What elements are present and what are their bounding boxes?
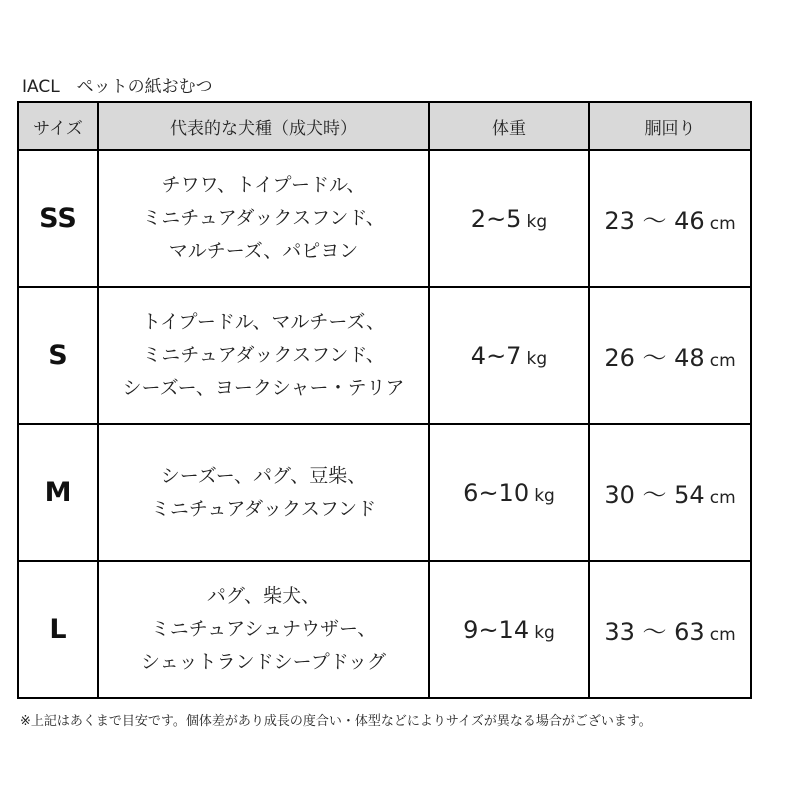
table-row xyxy=(18,287,751,424)
weight-value: 9~14 xyxy=(463,615,530,644)
page-title: IACL ペットの紙おむつ xyxy=(22,77,213,97)
waist-unit: cm xyxy=(709,214,736,234)
size-label: M xyxy=(18,424,98,561)
breed-line: ミニチュアダックスフンド xyxy=(150,497,377,520)
waist-value: 33 ～ 63 xyxy=(604,618,705,646)
waist-cell xyxy=(589,561,751,698)
breed-cell xyxy=(98,287,429,424)
waist-unit: cm xyxy=(709,488,736,508)
table-row xyxy=(18,424,751,561)
table-row xyxy=(18,150,751,287)
waist-unit: cm xyxy=(709,625,736,645)
weight-cell xyxy=(429,424,589,561)
breed-line: シーズー、ヨークシャー・テリア xyxy=(122,377,405,399)
breed-cell xyxy=(98,561,429,698)
weight-cell xyxy=(429,561,589,698)
weight-value: 6~10 xyxy=(463,478,530,507)
waist-cell xyxy=(589,287,751,424)
weight-unit: kg xyxy=(534,622,555,643)
weight-value: 4~7 xyxy=(470,341,522,370)
header-breed: 代表的な犬種（成犬時） xyxy=(98,102,429,150)
breed-cell xyxy=(98,424,429,561)
waist-value: 26 ～ 48 xyxy=(604,344,705,372)
size-chart-table xyxy=(17,101,752,699)
waist-unit: cm xyxy=(709,351,736,371)
breed-line: ミニチュアダックスフンド、 xyxy=(142,207,385,229)
table-header-row xyxy=(18,102,751,150)
size-label: L xyxy=(18,561,98,698)
weight-cell xyxy=(429,150,589,287)
weight-value: 2~5 xyxy=(470,204,522,233)
waist-value: 30 ～ 54 xyxy=(604,481,705,509)
breed-line: トイプードル、マルチーズ、 xyxy=(141,311,385,333)
breed-line: ミニチュアシュナウザー、 xyxy=(150,618,377,640)
table-row xyxy=(18,561,751,698)
disclaimer-note: ※上記はあくまで目安です。個体差があり成長の度合い・体型などによりサイズが異なる場合がございます。 xyxy=(20,714,652,729)
breed-line: シェットランドシープドッグ xyxy=(141,651,386,673)
waist-cell xyxy=(589,424,751,561)
breed-line: マルチーズ、パピヨン xyxy=(168,240,359,262)
breed-line: シーズー、パグ、豆柴、 xyxy=(160,464,367,487)
weight-cell xyxy=(429,287,589,424)
size-label: S xyxy=(18,287,98,424)
breed-line: ミニチュアダックスフンド、 xyxy=(142,344,385,366)
header-waist: 胴回り xyxy=(589,102,751,150)
waist-cell xyxy=(589,150,751,287)
header-weight: 体重 xyxy=(429,102,589,150)
breed-line: パグ、柴犬、 xyxy=(206,585,321,607)
weight-unit: kg xyxy=(526,211,548,232)
breed-line: チワワ、トイプードル、 xyxy=(161,174,366,196)
waist-value: 23 ～ 46 xyxy=(604,207,705,235)
weight-unit: kg xyxy=(534,485,555,506)
breed-cell xyxy=(98,150,429,287)
size-label: SS xyxy=(18,150,98,287)
weight-unit: kg xyxy=(526,348,548,369)
header-size: サイズ xyxy=(18,102,98,150)
